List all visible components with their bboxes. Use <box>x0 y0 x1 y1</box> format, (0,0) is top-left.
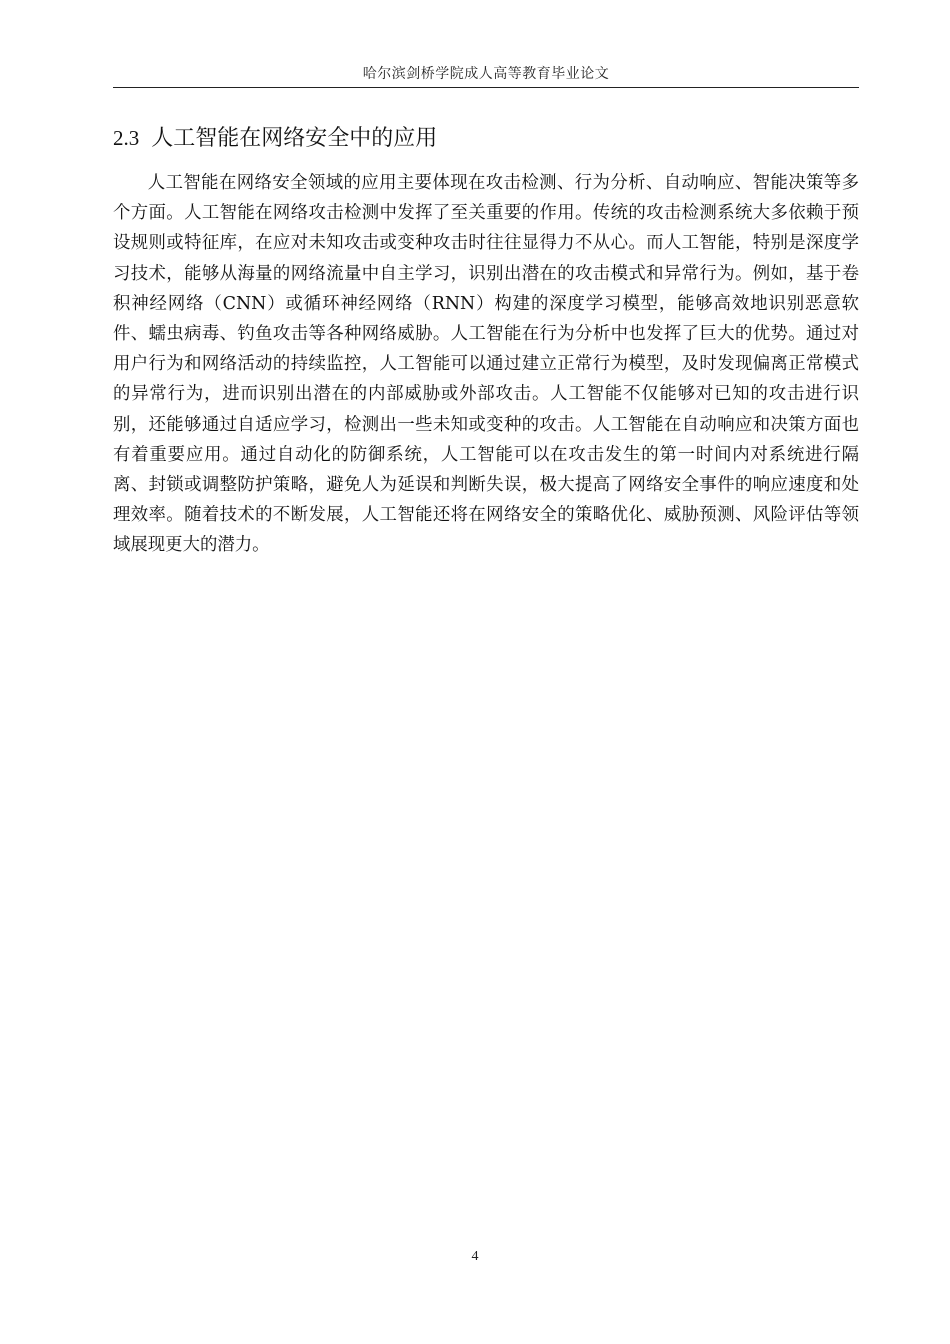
section-title: 人工智能在网络安全中的应用 <box>151 126 438 151</box>
body-paragraph: 人工智能在网络安全领域的应用主要体现在攻击检测、行为分析、自动响应、智能决策等多个方面。人工智能在网络攻击检测中发挥了至关重要的作用。传统的攻击检测系统大多依赖于预设规则或特征库，在应对未知攻击或变种攻击时往往显得力不从心。而人工智能，特别是深度学习技术，能够从海量的网络流量中自主学习，识别出潜在的攻击模式和异常行为。例如，基于卷积神经网络（CNN）或循环神经网络（RNN）构建的深度学习模型，能够高效地识别恶意软件、蠕虫病毒、钓鱼攻击等各种网络威胁。人工智能在行为分析中也发挥了巨大的优势。通过对用户行为和网络活动的持续监控，人工智能可以通过建立正常行为模型，及时发现偏离正常模式的异常行为，进而识别出潜在的内部威胁或外部攻击。人工智能不仅能够对已知的攻击进行识别，还能够通过自适应学习，检测出一些未知或变种的攻击。人工智能在自动响应和决策方面也有着重要应用。通过自动化的防御系统，人工智能可以在攻击发生的第一时间内对系统进行隔离、封锁或调整防护策略，避免人为延误和判断失误，极大提高了网络安全事件的响应速度和处理效率。随着技术的不断发展，人工智能还将在网络安全的策略优化、威胁预测、风险评估等领域展现更大的潜力。 <box>113 173 859 556</box>
header-title: 哈尔滨剑桥学院成人高等教育毕业论文 <box>362 66 610 82</box>
page-number: 4 <box>471 1249 479 1264</box>
section-heading <box>113 122 859 155</box>
section-number: 2.3 <box>113 126 140 150</box>
page-header <box>113 58 859 88</box>
